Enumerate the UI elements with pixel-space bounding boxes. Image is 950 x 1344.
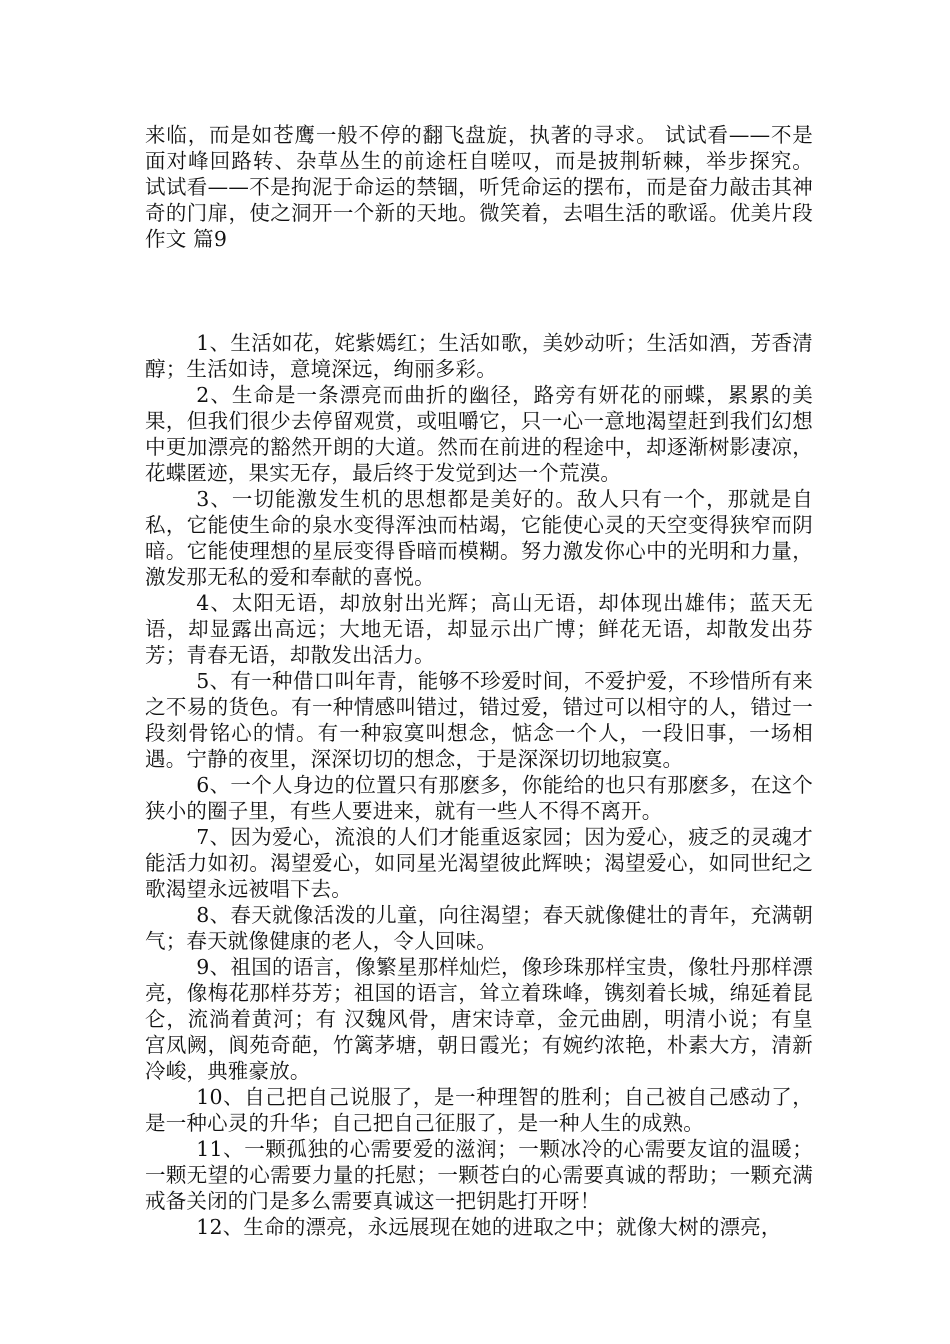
paragraph-8: 8、春天就像活泼的儿童，向往渴望；春天就像健壮的青年，充满朝气；春天就像健康的老人，令人回味。 [145, 903, 813, 953]
document-page [145, 122, 813, 1240]
section-gap [145, 252, 813, 330]
intro-paragraph: 来临，而是如苍鹰一般不停的翻飞盘旋，执著的寻求。 试试看——不是面对峰回路转、杂草丛生的前途枉自嗟叹，而是披荆斩棘，举步探究。 试试看——不是拘泥于命运的禁锢，听凭命运的摆布，而是奋力敲击其神奇的门扉，使之洞开一个新的天地。微笑着，去唱生活的歌谣。优美片段作文 篇9 [145, 123, 813, 251]
paragraph-7: 7、因为爱心，流浪的人们才能重返家园；因为爱心，疲乏的灵魂才能活力如初。渴望爱心，如同星光渴望彼此辉映；渴望爱心，如同世纪之歌渴望永远被唱下去。 [145, 825, 813, 901]
paragraph-11: 11、一颗孤独的心需要爱的滋润；一颗冰冷的心需要友谊的温暖；一颗无望的心需要力量的托慰；一颗苍白的心需要真诚的帮助；一颗充满戒备关闭的门是多么需要真诚这一把钥匙打开呀！ [145, 1137, 813, 1213]
paragraph-9: 9、祖国的语言，像繁星那样灿烂，像珍珠那样宝贵，像牡丹那样漂亮，像梅花那样芬芳；祖国的语言，耸立着珠峰，镌刻着长城，绵延着昆仑，流淌着黄河；有 汉魏风骨，唐宋诗章，金元曲剧，明清小说；有皇宫凤阙，阆苑奇葩，竹篱茅塘，朝日霞光；有婉约浓艳，朴素大方，清新冷峻，典雅豪放。 [145, 955, 813, 1083]
paragraph-list [145, 330, 813, 1240]
paragraph-12: 12、生命的漂亮，永远展现在她的进取之中；就像大树的漂亮， [196, 1215, 782, 1239]
paragraph-4: 4、太阳无语，却放射出光辉；高山无语，却体现出雄伟；蓝天无语，却显露出高远；大地无语，却显示出广博；鲜花无语，却散发出芬芳；青春无语，却散发出活力。 [145, 591, 813, 667]
paragraph-6: 6、一个人身边的位置只有那麽多，你能给的也只有那麽多，在这个狭小的圈子里，有些人要进来，就有一些人不得不离开。 [145, 773, 813, 823]
paragraph-1: 1、生活如花，姹紫嫣红；生活如歌，美妙动听；生活如酒，芳香清醇；生活如诗，意境深远，绚丽多彩。 [145, 331, 813, 381]
paragraph-10: 10、自己把自己说服了，是一种理智的胜利；自己被自己感动了，是一种心灵的升华；自己把自己征服了，是一种人生的成熟。 [145, 1085, 813, 1135]
paragraph-2: 2、生命是一条漂亮而曲折的幽径，路旁有妍花的丽蝶，累累的美果，但我们很少去停留观赏，或咀嚼它，只一心一意地渴望赶到我们幻想中更加漂亮的豁然开朗的大道。然而在前进的程途中，却逐渐树影凄凉，花蝶匿迹，果实无存，最后终于发觉到达一个荒漠。 [145, 383, 813, 485]
paragraph-5: 5、有一种借口叫年青，能够不珍爱时间，不爱护爱，不珍惜所有来之不易的货色。有一种情感叫错过，错过爱，错过可以相守的人，错过一段刻骨铭心的情。有一种寂寞叫想念，惦念一个人，一段旧事，一场相遇。宁静的夜里，深深切切的想念，于是深深切切地寂寞。 [145, 669, 813, 771]
paragraph-3: 3、一切能激发生机的思想都是美好的。敌人只有一个，那就是自私，它能使生命的泉水变得浑浊而枯竭，它能使心灵的天空变得狭窄而阴暗。它能使理想的星辰变得昏暗而模糊。努力激发你心中的光明和力量，激发那无私的爱和奉献的喜悦。 [145, 487, 813, 589]
